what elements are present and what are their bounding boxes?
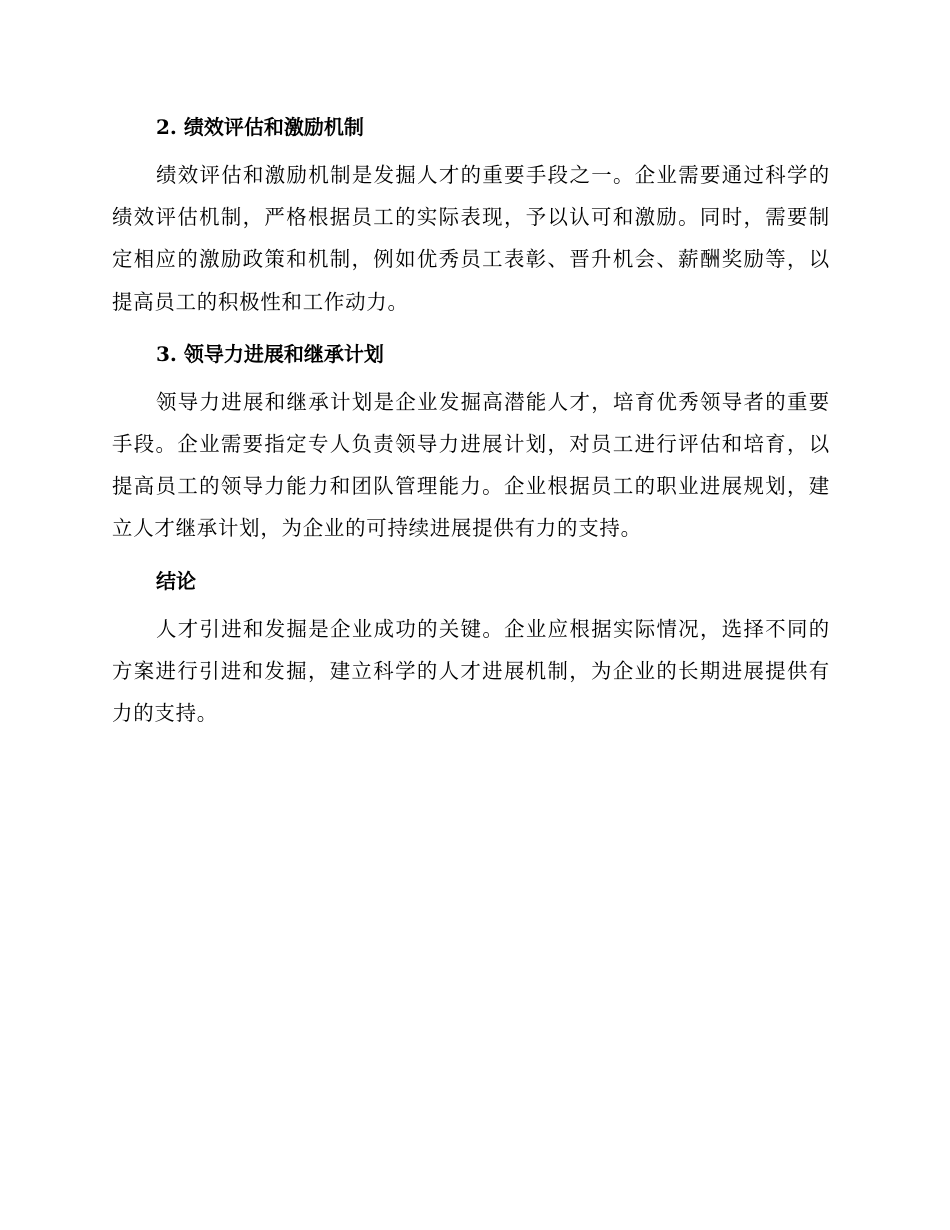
conclusion-heading: 结论 [156,568,196,593]
section-paragraph: 领导力进展和继承计划是企业发掘高潜能人才，培育优秀领导者的重要手段。企业需要指定专人负责领导力进展计划，对员工进行评估和培育，以提高员工的领导力能力和团队管理能力。企业根据员工的职业进展规划，建立人才继承计划，为企业的可持续进展提供有力的支持。 [112,389,830,541]
document-body [112,106,830,744]
conclusion-paragraph: 人才引进和发掘是企业成功的关键。企业应根据实际情况，选择不同的方案进行引进和发掘，建立科学的人才进展机制，为企业的长期进展提供有力的支持。 [112,616,830,726]
section-paragraph: 绩效评估和激励机制是发掘人才的重要手段之一。企业需要通过科学的绩效评估机制，严格根据员工的实际表现，予以认可和激励。同时，需要制定相应的激励政策和机制，例如优秀员工表彰、晋升机会、薪酬奖励等，以提高员工的积极性和工作动力。 [112,163,830,314]
section-heading: 2. 绩效评估和激励机制 [156,115,364,139]
section-heading: 3. 领导力进展和继承计划 [156,341,384,366]
